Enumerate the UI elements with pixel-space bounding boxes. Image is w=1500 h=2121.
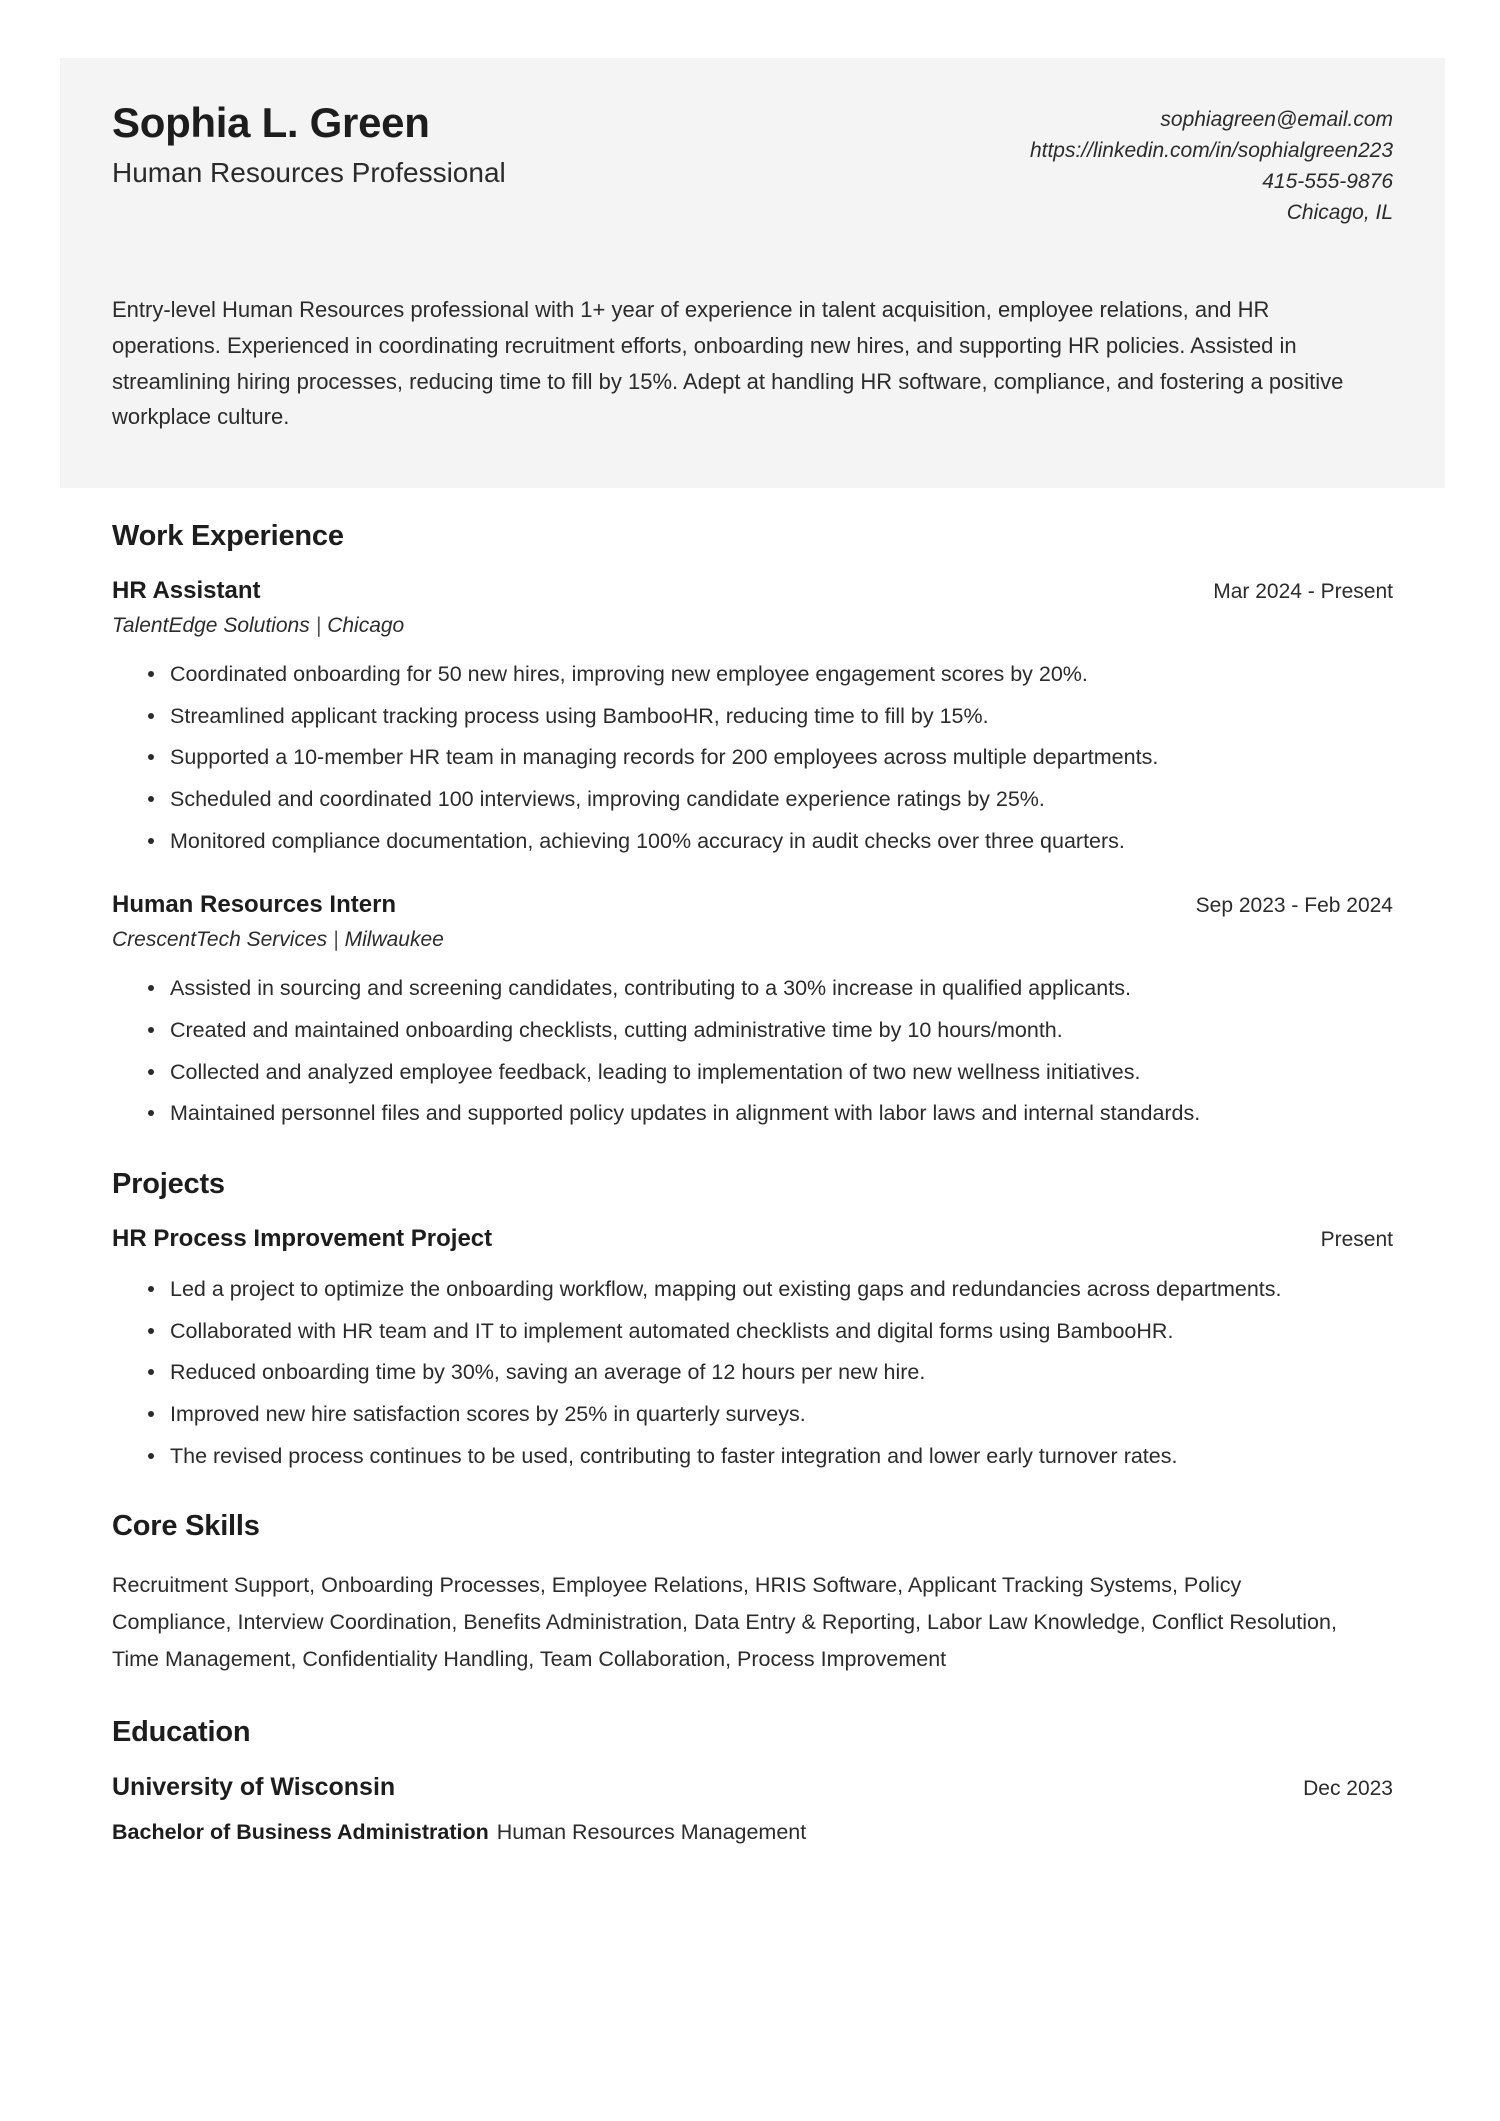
project-entry-title: HR Process Improvement Project bbox=[112, 1225, 493, 1253]
contact-phone[interactable]: 415-555-9876 bbox=[1262, 170, 1393, 194]
list-item: Collaborated with HR team and IT to implement automated checklists and digital forms using BambooHR. bbox=[148, 1315, 1393, 1348]
list-item: Created and maintained onboarding checklists, cutting administrative time by 10 hours/month. bbox=[148, 1014, 1393, 1047]
list-item: Led a project to optimize the onboarding workflow, mapping out existing gaps and redundancies across departments. bbox=[148, 1273, 1393, 1306]
work-entry-location: Milwaukee bbox=[344, 928, 444, 952]
section-work-experience bbox=[112, 520, 1393, 1130]
list-item: Scheduled and coordinated 100 interviews, improving candidate experience ratings by 25%. bbox=[148, 783, 1393, 816]
candidate-job-title: Human Resources Professional bbox=[112, 157, 506, 189]
education-degree-line bbox=[112, 1820, 1393, 1845]
list-item: Reduced onboarding time by 30%, saving an average of 12 hours per new hire. bbox=[148, 1356, 1393, 1389]
section-title-education: Education bbox=[112, 1716, 251, 1749]
section-title-projects: Projects bbox=[112, 1168, 225, 1201]
project-entry-head bbox=[112, 1225, 1393, 1253]
education-entry bbox=[112, 1773, 1393, 1845]
work-entry-title: HR Assistant bbox=[112, 577, 261, 604]
education-date: Dec 2023 bbox=[1303, 1777, 1393, 1801]
work-entry-date: Sep 2023 - Feb 2024 bbox=[1195, 894, 1393, 918]
section-projects bbox=[112, 1168, 1393, 1472]
project-entry-bullets bbox=[112, 1273, 1393, 1472]
education-field: Human Resources Management bbox=[496, 1820, 807, 1845]
section-core-skills bbox=[112, 1510, 1393, 1678]
work-entry-company-line bbox=[112, 928, 1393, 952]
work-entry-company: TalentEdge Solutions bbox=[112, 614, 310, 637]
project-entry bbox=[112, 1225, 1393, 1472]
list-item: Monitored compliance documentation, achieving 100% accuracy in audit checks over three quarters. bbox=[148, 825, 1393, 858]
section-title-core-skills: Core Skills bbox=[112, 1510, 260, 1543]
work-entry-title: Human Resources Intern bbox=[112, 891, 397, 919]
work-entry-head bbox=[112, 577, 1393, 605]
company-location-separator: | bbox=[333, 928, 339, 952]
work-entry bbox=[112, 891, 1393, 1130]
professional-summary: Entry-level Human Resources professional with 1+ year of experience in talent acquisition, employee relations, and HR operations. Experienced in coordinating recruitment efforts, onboarding new hires, and supporting HR policies. Assisted in streamlining hiring processes, reducing time to fill by 15%. Adept at handling HR software, compliance, and fostering a positive workplace culture. bbox=[112, 297, 1344, 430]
header-top-row bbox=[112, 98, 1393, 228]
work-entry-bullets bbox=[112, 972, 1393, 1130]
list-item: Supported a 10-member HR team in managing records for 200 employees across multiple departments. bbox=[148, 741, 1393, 774]
contact-email[interactable]: sophiagreen@email.com bbox=[1160, 108, 1393, 131]
work-entry-date: Mar 2024 - Present bbox=[1213, 580, 1393, 603]
identity-block bbox=[112, 98, 506, 190]
list-item: Assisted in sourcing and screening candidates, contributing to a 30% increase in qualified applicants. bbox=[148, 972, 1393, 1005]
list-item: Improved new hire satisfaction scores by 25% in quarterly surveys. bbox=[148, 1398, 1393, 1431]
resume-body bbox=[60, 520, 1445, 1871]
project-entry-date: Present bbox=[1320, 1228, 1393, 1252]
work-entry-company-line bbox=[112, 614, 1393, 638]
list-item: Coordinated onboarding for 50 new hires, improving new employee engagement scores by 20%. bbox=[148, 658, 1393, 691]
company-location-separator: | bbox=[315, 614, 322, 637]
contact-block bbox=[1030, 98, 1393, 228]
work-entry-location: Chicago bbox=[327, 614, 405, 637]
work-entry-head bbox=[112, 891, 1393, 919]
section-education bbox=[112, 1716, 1393, 1845]
education-entry-head bbox=[112, 1773, 1393, 1802]
work-entry-bullets bbox=[112, 658, 1393, 857]
contact-location: Chicago, IL bbox=[1286, 201, 1393, 225]
contact-linkedin[interactable]: https://linkedin.com/in/sophialgreen223 bbox=[1029, 139, 1393, 163]
list-item: Collected and analyzed employee feedback, leading to implementation of two new wellness initiatives. bbox=[148, 1056, 1393, 1089]
section-title-work-experience: Work Experience bbox=[112, 520, 344, 552]
education-degree: Bachelor of Business Administration bbox=[112, 1820, 489, 1845]
work-entry-company: CrescentTech Services bbox=[112, 928, 328, 952]
work-entry bbox=[112, 577, 1393, 857]
resume-header bbox=[60, 58, 1445, 488]
list-item: The revised process continues to be used, contributing to faster integration and lower early turnover rates. bbox=[148, 1440, 1393, 1473]
education-school: University of Wisconsin bbox=[112, 1773, 396, 1802]
candidate-name: Sophia L. Green bbox=[112, 99, 430, 146]
list-item: Maintained personnel files and supported policy updates in alignment with labor laws and internal standards. bbox=[148, 1097, 1393, 1130]
list-item: Streamlined applicant tracking process using BambooHR, reducing time to fill by 15%. bbox=[148, 700, 1393, 733]
core-skills-list: Recruitment Support, Onboarding Processes, Employee Relations, HRIS Software, Applicant Tracking Systems, Policy Compliance, Interview Coordination, Benefits Administration, Data Entry & Reporting, Labor Law Knowledge, Conflict Resolution, Time Management, Confidentiality Handling, Team Collaboration, Process Improvement bbox=[112, 1573, 1337, 1672]
